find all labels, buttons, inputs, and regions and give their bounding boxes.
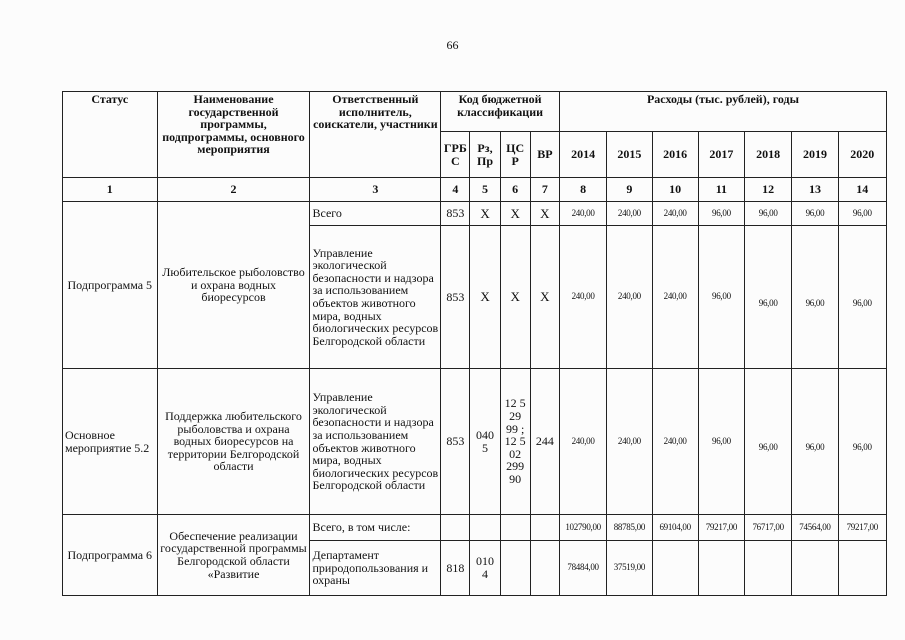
value-cell: 240,00 (559, 226, 606, 369)
header-year: 2019 (792, 132, 838, 178)
table-row (63, 515, 887, 541)
value-cell (838, 541, 886, 596)
vr-cell: 244 (530, 369, 559, 515)
vr-cell (530, 541, 559, 596)
executor-cell: Всего (310, 202, 441, 226)
value-cell: 96,00 (838, 369, 886, 515)
header-year: 2015 (607, 132, 652, 178)
value-cell: 96,00 (838, 202, 886, 226)
column-index: 2 (157, 178, 310, 202)
column-index: 14 (838, 178, 886, 202)
value-cell: 79217,00 (838, 515, 886, 541)
value-cell: 74564,00 (792, 515, 838, 541)
header-year: 2014 (559, 132, 606, 178)
value-cell: 76717,00 (745, 515, 792, 541)
column-index: 4 (441, 178, 470, 202)
column-index: 12 (745, 178, 792, 202)
name-cell: Любительское рыболовство и охрана водных биоресурсов (157, 202, 310, 369)
status-cell: Подпрограмма 6 (63, 515, 158, 596)
header-csr: ЦС Р (500, 132, 530, 178)
executor-cell: Департамент природопользования и охраны (310, 541, 441, 596)
rz-pr-cell: 010 4 (470, 541, 500, 596)
header-year: 2017 (698, 132, 744, 178)
header-name: Наименование государственной программы, подпрограммы, основного мероприятия (157, 92, 310, 178)
executor-cell: Управление экологической безопасности и надзора за использованием объектов животного мира, водных биологических ресурсов Белгородской области (310, 369, 441, 515)
column-index: 8 (559, 178, 606, 202)
value-cell: 96,00 (838, 226, 886, 369)
grbs-cell: 853 (441, 202, 470, 226)
value-cell: 240,00 (652, 202, 698, 226)
column-index: 3 (310, 178, 441, 202)
rz-pr-cell (470, 515, 500, 541)
column-index: 7 (530, 178, 559, 202)
rz-pr-cell: Х (470, 226, 500, 369)
value-cell: 96,00 (745, 226, 792, 369)
header-vr: ВР (530, 132, 559, 178)
table-row (63, 202, 887, 226)
value-cell: 96,00 (745, 202, 792, 226)
rz-pr-cell: Х (470, 202, 500, 226)
header-rz-pr: Рз, Пр (470, 132, 500, 178)
value-cell: 96,00 (792, 369, 838, 515)
column-index: 13 (792, 178, 838, 202)
value-cell: 240,00 (652, 369, 698, 515)
column-index: 1 (63, 178, 158, 202)
value-cell: 96,00 (698, 226, 744, 369)
value-cell: 78484,00 (559, 541, 606, 596)
header-expenses: Расходы (тыс. рублей), годы (559, 92, 886, 132)
value-cell: 240,00 (607, 226, 652, 369)
column-index: 9 (607, 178, 652, 202)
column-index: 6 (500, 178, 530, 202)
name-cell: Поддержка любительского рыболовства и охрана водных биоресурсов на территории Белгородской области (157, 369, 310, 515)
header-row (63, 92, 887, 132)
csr-cell: Х (500, 226, 530, 369)
budget-table (62, 91, 887, 596)
value-cell: 96,00 (792, 226, 838, 369)
csr-cell (500, 515, 530, 541)
grbs-cell: 853 (441, 226, 470, 369)
value-cell (698, 541, 744, 596)
value-cell: 96,00 (698, 369, 744, 515)
table-row (63, 369, 887, 515)
vr-cell (530, 515, 559, 541)
name-cell: Обеспечение реализации государственной программы Белгородской области «Развитие (157, 515, 310, 596)
csr-cell (500, 541, 530, 596)
status-cell: Основное мероприятие 5.2 (63, 369, 158, 515)
column-index: 5 (470, 178, 500, 202)
value-cell: 240,00 (607, 369, 652, 515)
header-year: 2020 (838, 132, 886, 178)
executor-cell: Управление экологической безопасности и надзора за использованием объектов животного мира, водных биологических ресурсов Белгородской области (310, 226, 441, 369)
value-cell: 88785,00 (607, 515, 652, 541)
value-cell: 37519,00 (607, 541, 652, 596)
header-grbs: ГРБ С (441, 132, 470, 178)
grbs-cell (441, 515, 470, 541)
value-cell: 79217,00 (698, 515, 744, 541)
header-status: Статус (63, 92, 158, 178)
value-cell (745, 541, 792, 596)
status-cell: Подпрограмма 5 (63, 202, 158, 369)
value-cell (652, 541, 698, 596)
header-executor: Ответственный исполнитель, соискатели, участники (310, 92, 441, 178)
column-index: 10 (652, 178, 698, 202)
header-budget-code: Код бюджетной классификации (441, 92, 560, 132)
value-cell: 96,00 (745, 369, 792, 515)
value-cell: 96,00 (698, 202, 744, 226)
executor-cell: Всего, в том числе: (310, 515, 441, 541)
rz-pr-cell: 040 5 (470, 369, 500, 515)
value-cell (792, 541, 838, 596)
column-index: 11 (698, 178, 744, 202)
grbs-cell: 818 (441, 541, 470, 596)
value-cell: 240,00 (607, 202, 652, 226)
header-year: 2016 (652, 132, 698, 178)
value-cell: 102790,00 (559, 515, 606, 541)
column-index-row (63, 178, 887, 202)
vr-cell: Х (530, 226, 559, 369)
page-number: 66 (446, 38, 459, 52)
csr-cell: Х (500, 202, 530, 226)
value-cell: 96,00 (792, 202, 838, 226)
value-cell: 69104,00 (652, 515, 698, 541)
grbs-cell: 853 (441, 369, 470, 515)
value-cell: 240,00 (559, 202, 606, 226)
vr-cell: Х (530, 202, 559, 226)
csr-cell: 12 5 29 99 ; 12 5 02 299 90 (500, 369, 530, 515)
value-cell: 240,00 (652, 226, 698, 369)
value-cell: 240,00 (559, 369, 606, 515)
header-year: 2018 (745, 132, 792, 178)
